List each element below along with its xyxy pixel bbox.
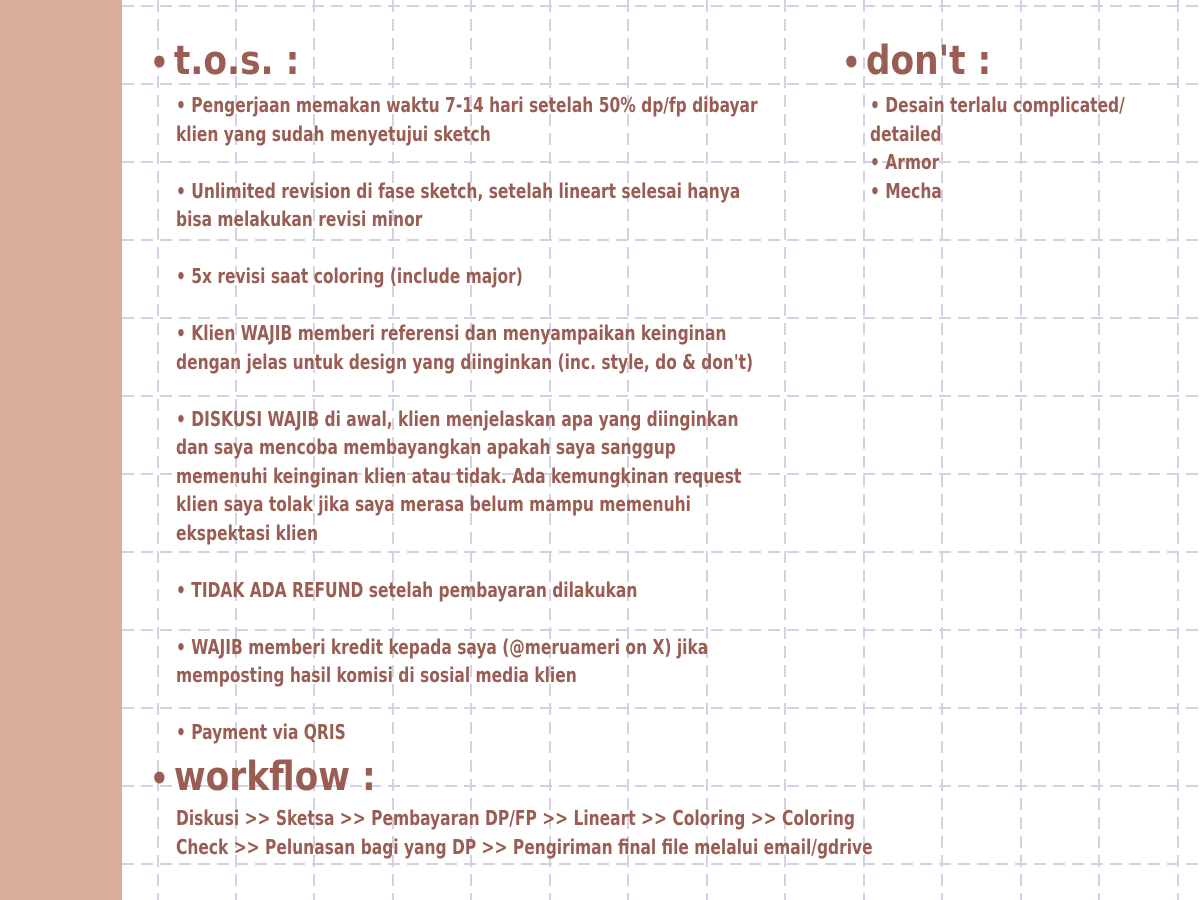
tos-item-line: • Pengerjaan memakan waktu 7-14 hari setelah 50% dp/fp dibayar: [176, 93, 758, 117]
dont-item-line: • Mecha: [870, 178, 942, 203]
tos-item-line: • Klien WAJIB memberi referensi dan menyampaikan keinginan: [176, 321, 727, 345]
dont-heading: [842, 38, 991, 86]
tos-item-line: ekspektasi klien: [176, 520, 319, 545]
tos-item-line: • TIDAK ADA REFUND setelah pembayaran dilakukan: [176, 577, 638, 602]
dont-item-line: detailed: [870, 121, 942, 146]
tos-item-line: dengan jelas untuk design yang diinginkan (inc. style, do & don't): [176, 349, 754, 374]
workflow-line: Check >> Pelunasan bagi yang DP >> Pengiriman final file melalui email/gdrive: [176, 834, 873, 859]
workflow-heading: [150, 754, 376, 802]
bullet-dot-icon: •: [150, 759, 169, 799]
left-accent-bar: [0, 0, 122, 900]
tos-item-line: dan saya mencoba membayangkan apakah saya sanggup: [176, 435, 676, 459]
tos-item-line: klien yang sudah menyetujui sketch: [176, 121, 491, 146]
tos-heading: [150, 38, 299, 86]
tos-item-line: memposting hasil komisi di sosial media klien: [176, 663, 577, 687]
tos-item-line: • WAJIB memberi kredit kepada saya (@meruameri on X) jika: [176, 634, 709, 659]
tos-heading-label: t.o.s. :: [173, 38, 300, 84]
tos-item-line: klien saya tolak jika saya merasa belum mampu memenuhi: [176, 492, 691, 516]
tos-item-line: bisa melakukan revisi minor: [176, 207, 423, 231]
bullet-dot-icon: •: [842, 43, 861, 83]
tos-item-line: • 5x revisi saat coloring (include major): [176, 264, 523, 288]
tos-item-line: • Payment via QRIS: [176, 720, 346, 744]
tos-item-line: memenuhi keinginan klien atau tidak. Ada kemungkinan request: [176, 463, 742, 488]
bullet-dot-icon: •: [150, 43, 169, 83]
tos-item-line: • DISKUSI WAJIB di awal, klien menjelaskan apa yang diinginkan: [176, 406, 739, 431]
dont-item-line: • Desain terlalu complicated/: [870, 93, 1125, 117]
workflow-line: Diskusi >> Sketsa >> Pembayaran DP/FP >> Lineart >> Coloring >> Coloring: [176, 806, 855, 830]
dont-heading-label: don't :: [865, 38, 992, 84]
workflow-heading-label: workflow :: [173, 754, 376, 800]
dont-item-line: • Armor: [870, 150, 940, 174]
tos-item-line: • Unlimited revision di fase sketch, setelah lineart selesai hanya: [176, 178, 741, 203]
